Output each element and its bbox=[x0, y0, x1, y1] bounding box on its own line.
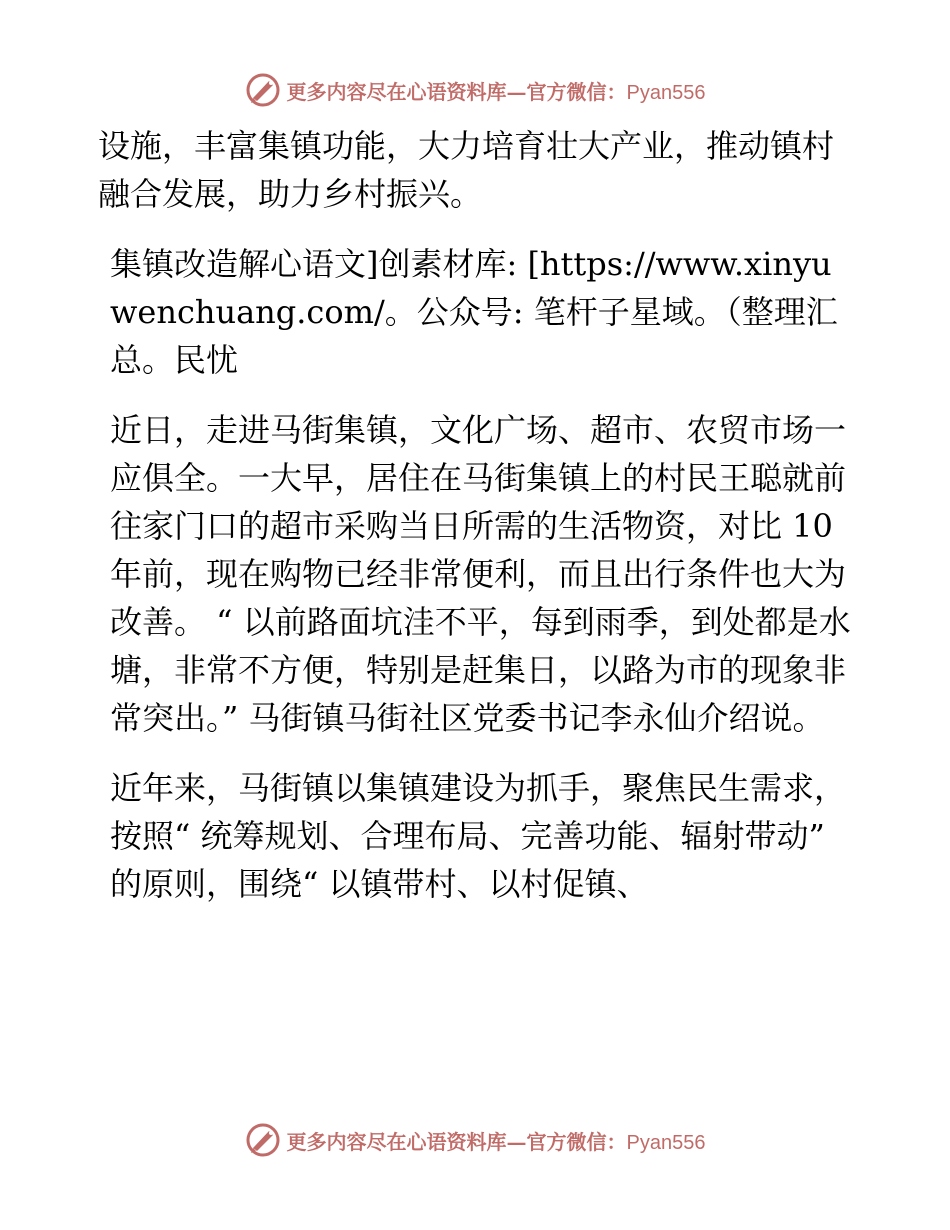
paragraph-3: 近日，走进马街集镇，文化广场、超市、农贸市场一应俱全。一大早，居住在马街集镇上的村民王聪就前往家门口的超市采购当日所需的生活物资，对比 10 年前，现在购物已经非常便利，而且出行条件也大为改善。 “ 以前路面坑洼不平，每到雨季，到处都是水塘，非常不方便，特别是赶集日，以路为市的现象非常突出。” 马街镇马街社区党委书记李永仙介绍说。 bbox=[110, 411, 851, 737]
pen-logo-icon bbox=[245, 72, 281, 108]
paragraph-4: 近年来，马街镇以集镇建设为抓手，聚焦民生需求，按照“ 统筹规划、合理布局、完善功能、辐射带动” 的原则，围绕“ 以镇带村、以村促镇、 bbox=[110, 769, 847, 903]
paragraph-2: 集镇改造解心语文]创素材库: [https://www.xinyuwenchuang.com/。公众号: 笔杆子星域。（整理汇总。民忧 bbox=[110, 245, 838, 379]
wechat-id: Pyan556 bbox=[626, 1131, 706, 1154]
watermark-text: 更多内容尽在心语资料库—官方微信：Pyan556 bbox=[286, 79, 706, 104]
paragraph-1: 设施，丰富集镇功能，大力培育壮大产业，推动镇村融合发展，助力乡村振兴。 bbox=[98, 127, 835, 213]
header-watermark bbox=[0, 68, 950, 112]
document-body bbox=[98, 122, 858, 930]
watermark-text: 更多内容尽在心语资料库—官方微信：Pyan556 bbox=[286, 1129, 706, 1154]
wechat-id: Pyan556 bbox=[626, 81, 706, 104]
footer-watermark bbox=[0, 1118, 950, 1162]
pen-logo-icon bbox=[245, 1122, 281, 1158]
